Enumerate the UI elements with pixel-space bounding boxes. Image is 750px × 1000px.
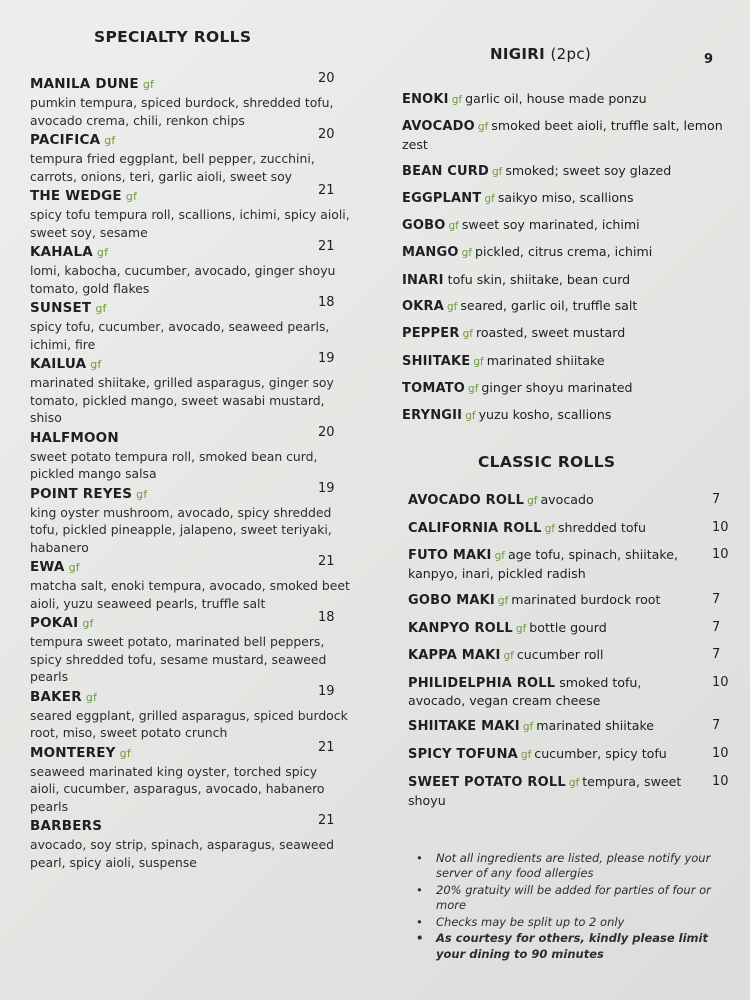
- gluten-free-tag: gf: [544, 522, 555, 535]
- nigiri-description: ginger shoyu marinated: [481, 379, 633, 395]
- gluten-free-tag: gf: [491, 165, 503, 178]
- nigiri-name: ENOKI: [402, 92, 449, 107]
- roll-description: spicy tofu, cucumber, avocado, seaweed pearls, ichimi, fire: [30, 319, 330, 352]
- gluten-free-tag: gf: [468, 382, 479, 395]
- classic-roll-price: 7: [712, 647, 721, 663]
- specialty-roll-item: [30, 351, 350, 427]
- classic-roll-text: [408, 773, 698, 809]
- classic-roll-name: PHILIDELPHIA ROLL: [408, 675, 556, 691]
- specialty-roll-item: [30, 554, 350, 612]
- gluten-free-tag: gf: [119, 746, 131, 760]
- roll-name: [30, 187, 350, 206]
- roll-price: 19: [318, 351, 335, 366]
- gluten-free-tag: gf: [497, 595, 509, 608]
- classic-roll-price: 10: [712, 746, 729, 762]
- nigiri-item: [402, 243, 728, 262]
- classic-roll-item: [408, 519, 728, 538]
- gluten-free-tag: gf: [461, 247, 472, 260]
- gluten-free-tag: gf: [527, 495, 538, 508]
- menu-note: • Checks may be split up to 2 only: [412, 915, 712, 931]
- classic-roll-text: [408, 546, 698, 582]
- gluten-free-tag: gf: [447, 301, 458, 314]
- roll-name: [30, 299, 350, 318]
- menu-note: • Not all ingredients are listed, please notify your server of any food allergies: [412, 851, 712, 882]
- nigiri-name: ERYNGII: [402, 408, 463, 424]
- roll-name-text: KAHALA: [30, 244, 93, 260]
- roll-name: [30, 243, 350, 262]
- nigiri-name: GOBO: [402, 218, 446, 234]
- classic-roll-item: [408, 745, 728, 764]
- classic-roll-description: age tofu, spinach, shiitake, kanpyo, inari, pickled radish: [408, 547, 678, 582]
- gluten-free-tag: gf: [451, 94, 463, 106]
- roll-name: [30, 614, 350, 633]
- gluten-free-tag: gf: [85, 690, 98, 704]
- nigiri-title: [490, 45, 728, 63]
- menu-note: • 20% gratuity will be added for parties of four or more: [412, 883, 712, 914]
- classic-roll-price: 10: [712, 519, 729, 535]
- classic-roll-description: cucumber, spicy tofu: [534, 746, 667, 762]
- nigiri-item: [402, 162, 728, 181]
- specialty-roll-item: [30, 183, 350, 241]
- classic-roll-item: [408, 773, 728, 809]
- roll-price: 21: [318, 239, 335, 254]
- roll-name-text: HALFMOON: [30, 429, 119, 446]
- nigiri-description: smoked beet aioli, truffle salt, lemon zest: [402, 118, 723, 153]
- gluten-free-tag: gf: [82, 617, 94, 630]
- specialty-roll-item: [30, 127, 350, 185]
- specialty-roll-item: [30, 683, 350, 742]
- specialty-roll-item: [30, 71, 350, 129]
- gluten-free-tag: gf: [477, 121, 489, 134]
- specialty-roll-item: [30, 813, 350, 871]
- nigiri-description: sweet soy marinated, ichimi: [461, 217, 640, 233]
- roll-name-text: THE WEDGE: [30, 188, 122, 204]
- specialty-rolls-list: [30, 71, 350, 871]
- nigiri-list: [402, 90, 728, 425]
- nigiri-item: [402, 324, 728, 343]
- classic-roll-description: avocado: [540, 492, 594, 508]
- menu-note: • As courtesy for others, kindly please limit your dining to 90 minutes: [412, 931, 712, 962]
- gluten-free-tag: gf: [503, 650, 514, 663]
- specialty-rolls-section: [30, 28, 350, 873]
- classic-roll-name: KAPPA MAKI: [408, 648, 501, 664]
- roll-name: [30, 485, 350, 504]
- gluten-free-tag: gf: [142, 78, 155, 91]
- roll-name: [30, 688, 350, 707]
- nigiri-name: BEAN CURD: [402, 163, 489, 179]
- classic-roll-name: KANPYO ROLL: [408, 620, 513, 636]
- roll-name: [30, 75, 350, 94]
- nigiri-item: [402, 189, 728, 208]
- roll-description: matcha salt, enoki tempura, avocado, smoked beet aioli, yuzu seaweed pearls, truffle salt: [30, 578, 350, 611]
- classic-roll-text: [408, 745, 698, 764]
- classic-roll-name: SPICY TOFUNA: [408, 747, 518, 763]
- classic-roll-item: [408, 717, 728, 736]
- classic-roll-description: marinated shiitake: [536, 718, 655, 734]
- nigiri-item: [402, 352, 728, 371]
- classic-roll-item: [408, 674, 728, 709]
- nigiri-description: seared, garlic oil, truffle salt: [460, 298, 638, 314]
- classic-rolls-title: CLASSIC ROLLS: [478, 453, 616, 472]
- gluten-free-tag: gf: [462, 328, 473, 341]
- nigiri-description: garlic oil, house made ponzu: [465, 91, 647, 106]
- classic-roll-price: 7: [712, 592, 721, 608]
- gluten-free-tag: gf: [95, 302, 107, 315]
- nigiri-name: MANGO: [402, 245, 459, 261]
- gluten-free-tag: gf: [104, 134, 116, 147]
- roll-name-text: BAKER: [30, 688, 82, 705]
- roll-description: pumkin tempura, spiced burdock, shredded tofu, avocado crema, chili, renkon chips: [30, 95, 334, 128]
- roll-price: 21: [318, 183, 335, 198]
- nigiri-item: [402, 379, 728, 398]
- classic-roll-name: FUTO MAKI: [408, 548, 492, 564]
- roll-name-text: MANILA DUNE: [30, 76, 139, 92]
- nigiri-quantity: (2pc): [550, 45, 592, 63]
- nigiri-description: roasted, sweet mustard: [475, 325, 626, 341]
- nigiri-name: OKRA: [402, 299, 444, 315]
- roll-description: king oyster mushroom, avocado, spicy shredded tofu, pickled pineapple, jalapeno, sweet teriyaki, habanero: [30, 504, 332, 555]
- roll-price: 20: [318, 71, 335, 86]
- nigiri-name: AVOCADO: [402, 119, 475, 135]
- roll-name-text: MONTEREY: [30, 744, 116, 761]
- gluten-free-tag: gf: [522, 721, 534, 734]
- classic-roll-item: [408, 491, 728, 510]
- classic-roll-name: SHIITAKE MAKI: [408, 719, 520, 735]
- classic-roll-text: [408, 717, 698, 736]
- roll-description: seared eggplant, grilled asparagus, spiced burdock root, miso, sweet potato crunch: [30, 707, 348, 740]
- roll-price: 21: [318, 813, 335, 828]
- nigiri-item: [402, 406, 728, 425]
- roll-description: tempura fried eggplant, bell pepper, zucchini, carrots, onions, teri, garlic aioli, sweet soy: [30, 151, 315, 184]
- gluten-free-tag: gf: [484, 192, 495, 205]
- classic-roll-description: shredded tofu: [557, 519, 646, 535]
- gluten-free-tag: gf: [125, 190, 138, 203]
- classic-roll-description: tempura, sweet shoyu: [408, 773, 682, 808]
- nigiri-name: PEPPER: [402, 326, 460, 342]
- classic-roll-item: [408, 546, 728, 582]
- nigiri-name: TOMATO: [402, 380, 466, 396]
- classic-roll-price: 7: [712, 492, 721, 508]
- roll-price: 21: [318, 554, 335, 569]
- roll-name-text: BARBERS: [30, 818, 103, 834]
- classic-roll-text: [408, 646, 698, 665]
- roll-description: tempura sweet potato, marinated bell peppers, spicy shredded tofu, sesame mustard, seaweed pearls: [30, 634, 327, 684]
- classic-roll-item: [408, 619, 728, 638]
- classic-roll-price: 10: [712, 773, 729, 789]
- nigiri-name: SHIITAKE: [402, 353, 471, 369]
- nigiri-item: [402, 297, 728, 316]
- roll-price: 20: [318, 127, 335, 142]
- roll-price: 18: [318, 295, 335, 310]
- gluten-free-tag: gf: [90, 358, 102, 371]
- gluten-free-tag: gf: [136, 487, 148, 501]
- nigiri-item: [402, 271, 728, 289]
- classic-roll-name: CALIFORNIA ROLL: [408, 520, 542, 536]
- nigiri-item: [402, 216, 728, 235]
- roll-description: sweet potato tempura roll, smoked bean curd, pickled mango salsa: [30, 448, 318, 481]
- gluten-free-tag: gf: [96, 246, 109, 259]
- roll-name: [30, 429, 350, 448]
- classic-roll-text: [408, 491, 698, 510]
- roll-price: 18: [318, 610, 335, 625]
- nigiri-description: saikyo miso, scallions: [497, 189, 634, 205]
- nigiri-description: pickled, citrus crema, ichimi: [474, 244, 653, 260]
- classic-rolls-list: [408, 491, 728, 808]
- roll-name-text: POKAI: [30, 615, 79, 631]
- roll-price: 21: [318, 739, 335, 755]
- classic-roll-name: SWEET POTATO ROLL: [408, 774, 566, 790]
- gluten-free-tag: gf: [68, 561, 80, 574]
- gluten-free-tag: gf: [520, 749, 532, 762]
- classic-roll-item: [408, 646, 728, 665]
- classic-roll-text: [408, 519, 698, 538]
- roll-description: avocado, soy strip, spinach, asparagus, seaweed pearl, spicy aioli, suspense: [30, 837, 335, 870]
- specialty-roll-item: [30, 239, 350, 297]
- classic-roll-text: [408, 619, 698, 638]
- roll-name: [30, 131, 350, 150]
- specialty-roll-item: [30, 480, 350, 557]
- roll-name-text: EWA: [30, 559, 65, 575]
- specialty-roll-item: [30, 424, 350, 483]
- specialty-roll-item: [30, 295, 350, 353]
- classic-roll-description: marinated burdock root: [511, 592, 661, 608]
- roll-description: seaweed marinated king oyster, torched spicy aioli, cucumber, asparagus, avocado, habanero pearls: [30, 763, 325, 814]
- gluten-free-tag: gf: [465, 410, 476, 423]
- specialty-roll-item: [30, 610, 350, 686]
- classic-roll-item: [408, 591, 728, 610]
- right-column: [402, 45, 728, 963]
- roll-name: [30, 558, 350, 577]
- nigiri-description: tofu skin, shiitake, bean curd: [447, 271, 631, 287]
- roll-name: [30, 744, 350, 763]
- roll-name: [30, 355, 350, 374]
- classic-roll-price: 7: [712, 718, 721, 734]
- classic-roll-description: smoked tofu, avocado, vegan cream cheese: [408, 674, 642, 708]
- roll-price: 20: [318, 424, 335, 440]
- specialty-rolls-title: SPECIALTY ROLLS: [94, 28, 252, 46]
- nigiri-name: INARI: [402, 272, 444, 288]
- classic-roll-name: AVOCADO ROLL: [408, 493, 525, 509]
- classic-roll-name: GOBO MAKI: [408, 593, 495, 609]
- classic-roll-price: 7: [712, 619, 721, 635]
- roll-description: spicy tofu tempura roll, scallions, ichimi, spicy aioli, sweet soy, sesame: [30, 207, 350, 240]
- nigiri-description: marinated shiitake: [486, 352, 605, 368]
- classic-roll-text: [408, 674, 698, 709]
- roll-name: [30, 817, 350, 836]
- nigiri-description: smoked; sweet soy glazed: [505, 162, 672, 178]
- gluten-free-tag: gf: [568, 776, 580, 789]
- nigiri-item: [402, 117, 728, 153]
- roll-description: lomi, kabocha, cucumber, avocado, ginger shoyu tomato, gold flakes: [30, 263, 336, 296]
- specialty-roll-item: [30, 739, 350, 816]
- classic-roll-description: bottle gourd: [529, 619, 607, 635]
- menu-notes: [412, 851, 712, 963]
- roll-name-text: POINT REYES: [30, 485, 133, 502]
- nigiri-description: yuzu kosho, scallions: [478, 407, 612, 423]
- roll-description: marinated shiitake, grilled asparagus, ginger soy tomato, pickled mango, sweet wasabi mustard, shiso: [30, 375, 334, 425]
- gluten-free-tag: gf: [448, 220, 459, 233]
- classic-roll-description: cucumber roll: [516, 647, 604, 663]
- roll-name-text: PACIFICA: [30, 132, 101, 148]
- classic-roll-price: 10: [712, 674, 729, 690]
- classic-roll-price: 10: [712, 547, 729, 563]
- nigiri-title-text: NIGIRI: [490, 45, 545, 63]
- nigiri-name: EGGPLANT: [402, 190, 482, 206]
- gluten-free-tag: gf: [494, 550, 505, 563]
- gluten-free-tag: gf: [473, 355, 484, 368]
- roll-price: 19: [318, 683, 335, 699]
- nigiri-item: [402, 90, 728, 109]
- roll-price: 19: [318, 480, 335, 496]
- roll-name-text: SUNSET: [30, 300, 92, 316]
- gluten-free-tag: gf: [515, 622, 527, 635]
- roll-name-text: KAILUA: [30, 356, 87, 372]
- classic-roll-text: [408, 591, 698, 610]
- page-number: 9: [703, 52, 713, 67]
